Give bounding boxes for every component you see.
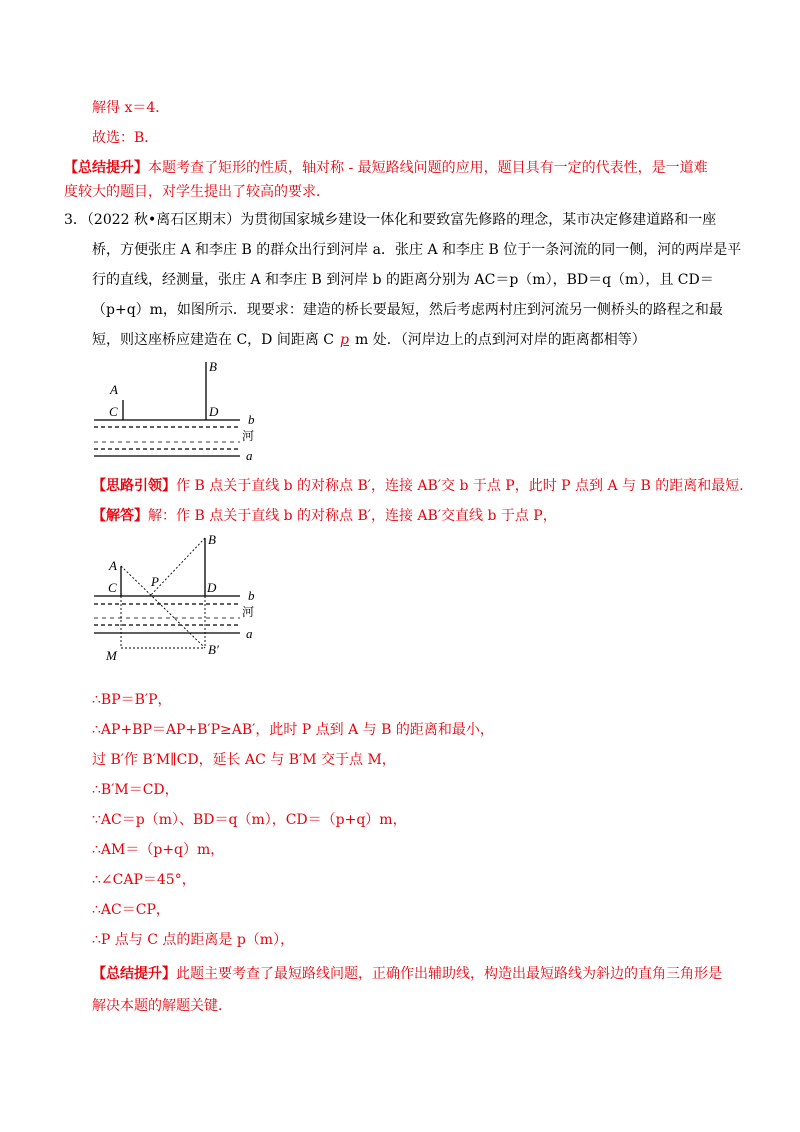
question-text: （2022 秋•离石区期末）为贯彻国家城乡建设一体化和要致富先修路的理念，某市决定修建道路和一座: [86, 212, 717, 228]
line5-pre: 短，则这座桥应建造在 C，D 间距离 C: [92, 332, 334, 348]
step-8: ∴AC＝CP，: [92, 902, 170, 918]
figure-2: [88, 530, 278, 670]
label-c: C: [108, 580, 117, 595]
prev-summary-line-2: 度较大的题目，对学生提出了较高的要求．: [64, 184, 330, 200]
step-7: ∴∠CAP＝45°，: [92, 872, 196, 888]
label-b-point: B: [209, 359, 217, 374]
final-summary-line-2: 解决本题的解题关键．: [92, 998, 232, 1014]
final-summary-text: 此题主要考查了最短路线问题，正确作出辅助线，构造出最短路线为斜边的直角三角形是: [176, 966, 722, 982]
step-4: ∴B′M＝CD，: [92, 782, 179, 798]
label-d: D: [207, 580, 217, 595]
answer-text: 解：作 B 点关于直线 b 的对称点 B′，连接 AB′交直线 b 于点 P，: [148, 508, 557, 524]
step-1: ∴BP＝B′P，: [92, 692, 172, 708]
answer-tag: 【解答】: [92, 508, 148, 524]
label-c: C: [109, 404, 118, 419]
label-b-line: b: [248, 412, 255, 427]
label-m: M: [106, 648, 117, 663]
step-2: ∴AP+BP＝AP+B′P≥AB′，此时 P 点到 A 与 B 的距离和最小，: [92, 722, 494, 738]
label-river: 河: [242, 429, 255, 443]
final-summary-line-1: [92, 964, 722, 984]
label-a-point: A: [109, 558, 117, 573]
label-a-line: a: [246, 448, 253, 463]
question-number: 3．: [64, 212, 87, 228]
step-6: ∴AM＝（p+q）m，: [92, 842, 225, 858]
question-3-line-5: [92, 330, 646, 350]
step-9: ∴P 点与 C 点的距离是 p（m），: [92, 932, 295, 948]
step-3: 过 B′作 B′M∥CD，延长 AC 与 B′M 交于点 M，: [92, 752, 396, 768]
label-b-line: b: [248, 588, 255, 603]
label-b-point: B: [208, 532, 216, 547]
summary-text: 本题考查了矩形的性质，轴对称 - 最短路线问题的应用，题目具有一定的代表性，是一道难: [148, 160, 708, 176]
line5-post: m 处．（河岸边上的点到河对岸的距离都相等）: [354, 332, 646, 348]
choose-line: 故选：B．: [92, 130, 159, 146]
label-b-prime: B′: [208, 642, 219, 657]
label-river: 河: [242, 605, 255, 619]
question-3-line-3: 行的直线，经测量，张庄 A 和李庄 B 到河岸 b 的距离分别为 AC＝p（m），BD＝q（m），且 CD＝: [92, 272, 714, 288]
label-a-line: a: [246, 626, 253, 641]
question-3-line-2: 桥，方便张庄 A 和李庄 B 的群众出行到河岸 a．张庄 A 和李庄 B 位于一条河流的同一侧，河的两岸是平: [92, 242, 742, 258]
solve-line: 解得 x＝4．: [92, 100, 170, 116]
final-summary-tag: 【总结提升】: [92, 966, 176, 982]
figure-1: [88, 356, 278, 468]
question-3-line-1: [64, 210, 716, 230]
hint-tag: 【思路引领】: [92, 478, 176, 494]
prev-summary-line-1: [64, 158, 708, 178]
hint-text: 作 B 点关于直线 b 的对称点 B′，连接 AB′交 b 于点 P，此时 P 点到 A 与 B 的距离和最短．: [176, 478, 754, 494]
label-p: P: [151, 574, 159, 589]
answer-line: [92, 506, 557, 526]
summary-tag: 【总结提升】: [64, 160, 148, 176]
label-d: D: [209, 404, 219, 419]
question-3-line-4: （p+q）m，如图所示．现要求：建造的桥长要最短，然后考虑两村庄到河流另一侧桥头的路程之和最: [92, 302, 723, 318]
step-5: ∵AC＝p（m）、BD＝q（m），CD＝（p+q）m，: [92, 812, 407, 828]
line-ab-prime: [121, 566, 205, 648]
answer-blank: p: [340, 332, 349, 348]
hint-line: [92, 476, 753, 496]
label-a-point: A: [110, 382, 118, 397]
